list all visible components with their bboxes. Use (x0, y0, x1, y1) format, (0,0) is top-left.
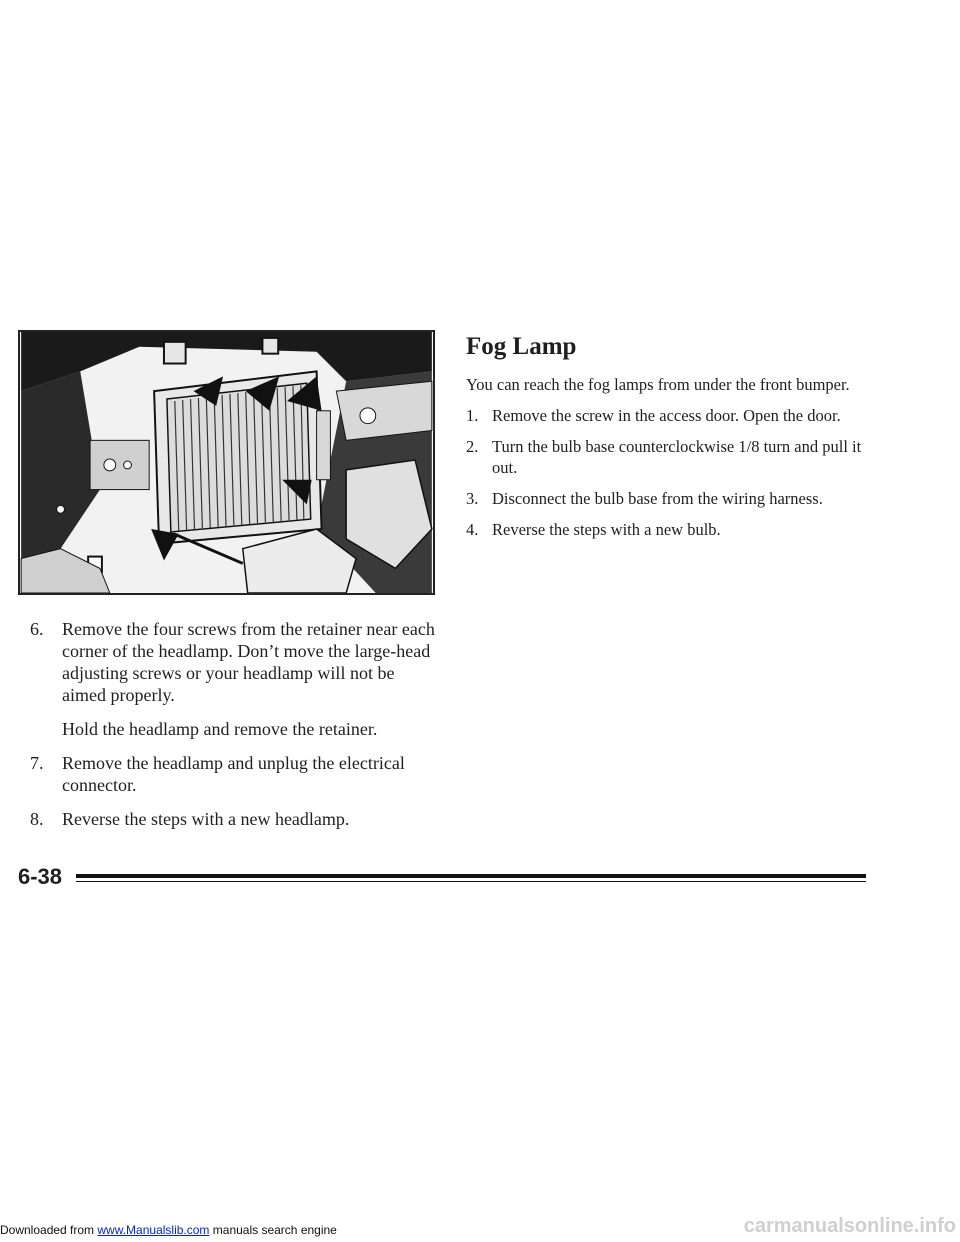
watermark: carmanualsonline.info (743, 1215, 956, 1237)
banner-suffix: manuals search engine (209, 1223, 337, 1237)
source-banner (0, 1222, 337, 1238)
step-note: Hold the headlamp and remove the retainer. (62, 719, 378, 739)
step-text: Remove the four screws from the retainer near each corner of the headlamp. Don’t move the large-head adjusting screws or your headlamp will not be aimed properly. (62, 619, 435, 705)
step-text: Remove the headlamp and unplug the electrical connector. (62, 753, 405, 795)
headlamp-steps (30, 618, 440, 842)
step-text: Reverse the steps with a new headlamp. (62, 809, 350, 829)
step-6 (30, 618, 440, 740)
step-number: 8. (30, 809, 44, 829)
step-number: 2. (466, 437, 479, 456)
step-number: 1. (466, 406, 479, 425)
step-text: Disconnect the bulb base from the wiring harness. (492, 489, 823, 508)
fog-lamp-section (466, 332, 866, 550)
banner-prefix: Downloaded from (0, 1223, 98, 1237)
section-intro: You can reach the fog lamps from under the front bumper. (466, 375, 850, 394)
fog-step-3 (466, 488, 866, 509)
page-footer (18, 864, 866, 890)
headlamp-illustration (18, 330, 435, 595)
footer-rule-thick (76, 874, 866, 878)
step-text: Remove the screw in the access door. Open the door. (492, 406, 841, 425)
footer-rule-thin (76, 881, 866, 882)
step-7 (30, 752, 440, 796)
step-number: 7. (30, 753, 44, 773)
step-number: 4. (466, 520, 479, 539)
step-text: Turn the bulb base counterclockwise 1/8 turn and pull it out. (492, 437, 862, 477)
section-heading: Fog Lamp (466, 333, 577, 360)
fog-step-1 (466, 405, 866, 426)
fog-step-4 (466, 519, 866, 540)
step-text: Reverse the steps with a new bulb. (492, 520, 721, 539)
fog-step-2 (466, 436, 866, 478)
step-8 (30, 808, 440, 830)
page-number: 6-38 (18, 864, 63, 889)
step-number: 3. (466, 489, 479, 508)
manualslib-link[interactable]: www.Manualslib.com (97, 1223, 210, 1237)
step-number: 6. (30, 619, 44, 639)
